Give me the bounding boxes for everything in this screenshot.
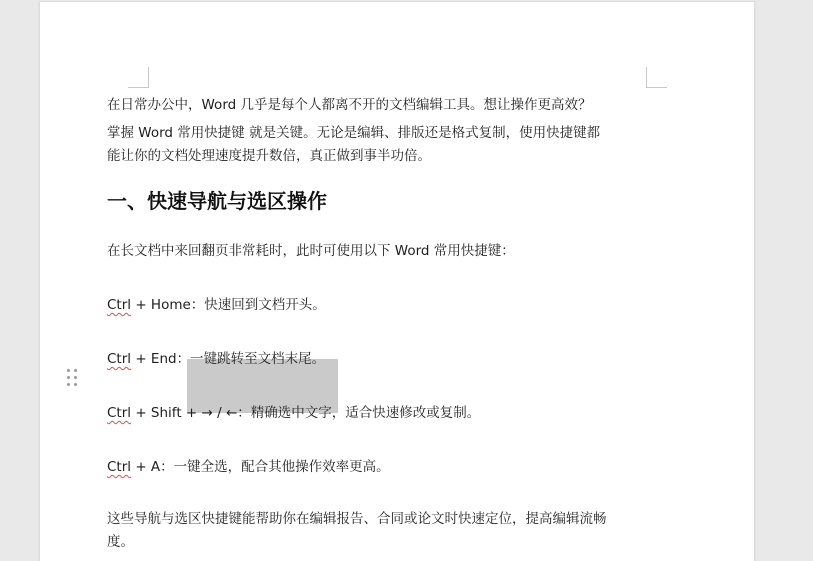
- shortcut-description: 快速回到文档开头。: [204, 297, 326, 313]
- shortcut-item-end: [107, 346, 607, 372]
- shortcut-combo: + End: [131, 351, 177, 367]
- shortcut-item-home: [107, 292, 607, 318]
- shortcut-separator: ：: [190, 297, 205, 313]
- drag-handle-icon[interactable]: [67, 369, 79, 387]
- shortcut-combo: + A: [131, 459, 161, 475]
- margin-corner-top-left: [128, 67, 149, 88]
- shortcut-description-selected[interactable]: 一键跳转至文档末尾。: [190, 351, 326, 367]
- shortcut-combo: + Shift + → / ←: [131, 405, 238, 421]
- shortcut-key: Ctrl: [107, 405, 132, 421]
- shortcut-description: 精确选中文字，适合快速修改或复制。: [250, 405, 481, 421]
- paragraph-intro-2: 掌握 Word 常用快捷键 就是关键。无论是编辑、排版还是格式复制，使用快捷键都能让你的文档处理速度提升数倍，真正做到事半功倍。: [107, 125, 601, 164]
- shortcut-combo: + Home: [131, 297, 191, 313]
- section-intro: 在长文档中来回翻页非常耗时，此时可使用以下 Word 常用快捷键：: [107, 243, 515, 259]
- section-heading: 一、快速导航与选区操作: [107, 189, 327, 213]
- shortcut-separator: ：: [160, 459, 174, 475]
- paragraph-intro-1: 在日常办公中，Word 几乎是每个人都离不开的文档编辑工具。想让操作更高效？: [107, 97, 592, 113]
- shortcut-separator: ：: [176, 351, 191, 367]
- shortcut-item-select-all: [107, 454, 607, 480]
- shortcut-key: Ctrl: [107, 351, 132, 367]
- document-body[interactable]: [107, 92, 607, 554]
- shortcut-key: Ctrl: [107, 459, 132, 475]
- shortcut-key: Ctrl: [107, 297, 132, 313]
- paragraph-closing: 这些导航与选区快捷键能帮助你在编辑报告、合同或论文时快速定位，提高编辑流畅度。: [107, 511, 607, 550]
- shortcut-separator: ：: [237, 405, 251, 421]
- margin-corner-top-right: [646, 67, 667, 88]
- shortcut-description: 一键全选，配合其他操作效率更高。: [173, 459, 390, 475]
- shortcut-item-shift-arrow: [107, 400, 607, 426]
